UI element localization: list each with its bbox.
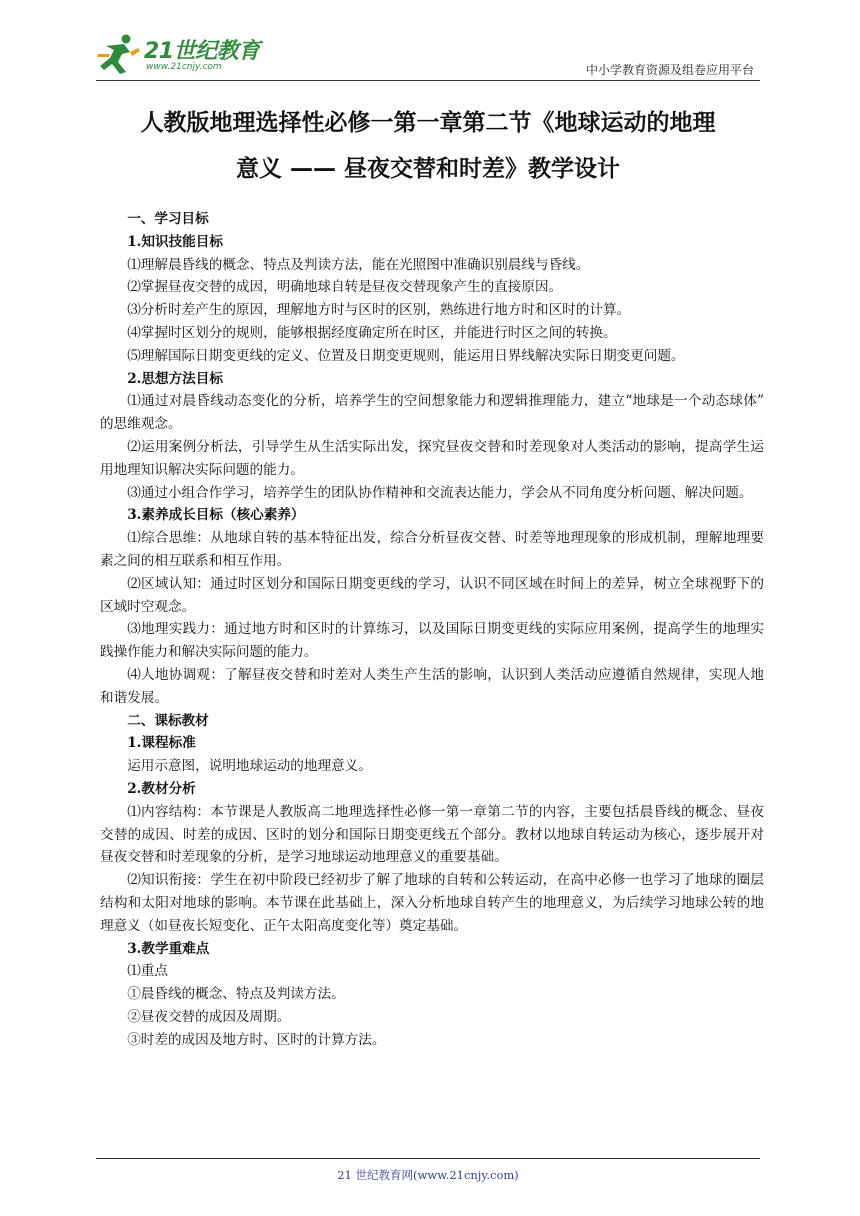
paragraph: ⑴理解晨昏线的概念、特点及判读方法，能在光照图中准确识别晨线与昏线。: [127, 256, 590, 273]
paragraph: ⑵掌握昼夜交替的成因，明确地球自转是昼夜交替现象产生的直接原因。: [127, 279, 563, 296]
subsection-heading: 2.思想方法目标: [127, 370, 223, 387]
section-heading: 二、课标教材: [127, 712, 209, 729]
subsection-heading: 3.素养成长目标（核心素养）: [127, 507, 305, 524]
paragraph: 运用示意图，说明地球运动的地理意义。: [127, 758, 372, 775]
paragraph: ⑸理解国际日期变更线的定义、位置及日期变更规则，能运用日界线解决实际日期变更问题。: [127, 347, 685, 364]
paragraph: ⑶通过小组合作学习，培养学生的团队协作精神和交流表达能力，学会从不同角度分析问题、解决问题。: [127, 484, 753, 501]
paragraph: ⑴通过对晨昏线动态变化的分析，培养学生的空间想象能力和逻辑推理能力，建立“地球是一个动态球体” 的思维观念。: [100, 393, 764, 433]
paragraph: ⑴内容结构：本节课是人教版高二地理选择性必修一第一章第二节的内容，主要包括晨昏线的概念、昼夜交替的成因、时差的成因、区时的划分和国际日期变更线五个部分。教材以地球自转运动为核心，逐步展开对昼夜交替和时差现象的分析，是学习地球运动地理意义的重要基础。: [100, 803, 764, 866]
footer-link[interactable]: 21 世纪教育网(www.21cnjy.com): [337, 1168, 519, 1182]
subsection-heading: 3.教学重难点: [127, 940, 210, 957]
logo-wordmark: 21世纪教育: [144, 39, 260, 64]
page-footer: [96, 1158, 760, 1182]
page-header: [96, 30, 760, 81]
paragraph: ⑵区域认知：通过时区划分和国际日期变更线的学习，认识不同区域在时间上的差异，树立全球视野下的区域时空观念。: [100, 575, 764, 615]
document-body: [100, 208, 764, 1051]
paragraph: ⑶分析时差产生的原因，理解地方时与区时的区别，熟练进行地方时和区时的计算。: [127, 302, 631, 319]
site-tagline: 中小学教育资源及组卷应用平台: [585, 63, 754, 77]
paragraph: ⑶地理实践力：通过地方时和区时的计算练习，以及国际日期变更线的实际应用案例，提高学生的地理实践操作能力和解决实际问题的能力。: [100, 621, 764, 661]
paragraph: ②昼夜交替的成因及周期。: [127, 1008, 291, 1025]
paragraph: ①晨昏线的概念、特点及判读方法。: [127, 986, 345, 1003]
paragraph: ⑵运用案例分析法，引导学生从生活实际出发，探究昼夜交替和时差现象对人类活动的影响，提高学生运用地理知识解决实际问题的能力。: [100, 438, 764, 478]
paragraph: ⑵知识衔接：学生在初中阶段已经初步了解了地球的自转和公转运动，在高中必修一也学习了地球的圈层结构和太阳对地球的影响。本节课在此基础上，深入分析地球自转产生的地理意义，为后续学习地球公转的地理意义（如昼夜长短变化、正午太阳高度变化等）奠定基础。: [100, 872, 764, 934]
subsection-heading: 1.课程标准: [127, 735, 196, 752]
paragraph: ⑷掌握时区划分的规则，能够根据经度确定所在时区，并能进行时区之间的转换。: [127, 324, 617, 341]
title-line-1: 人教版地理选择性必修一第一章第二节《地球运动的地理: [140, 110, 716, 136]
title-line-2: 意义 —— 昼夜交替和时差》教学设计: [235, 156, 620, 182]
runner-logo-icon: [96, 32, 142, 76]
paragraph: ③时差的成因及地方时、区时的计算方法。: [127, 1031, 386, 1048]
paragraph: ⑴综合思维：从地球自转的基本特征出发，综合分析昼夜交替、时差等地理现象的形成机制，理解地理要素之间的相互联系和相互作用。: [100, 530, 764, 569]
paragraph: ⑴重点: [127, 963, 168, 980]
document-title: [96, 100, 760, 192]
subsection-heading: 2.教材分析: [127, 780, 196, 797]
subsection-heading: 1.知识技能目标: [127, 233, 223, 250]
paragraph: ⑷人地协调观：了解昼夜交替和时差对人类生产生活的影响，认识到人类活动应遵循自然规律，实现人地和谐发展。: [100, 666, 764, 706]
site-logo[interactable]: [96, 32, 266, 76]
section-heading: 一、学习目标: [127, 211, 209, 227]
logo-url: www.21cnjy.com: [146, 62, 222, 72]
